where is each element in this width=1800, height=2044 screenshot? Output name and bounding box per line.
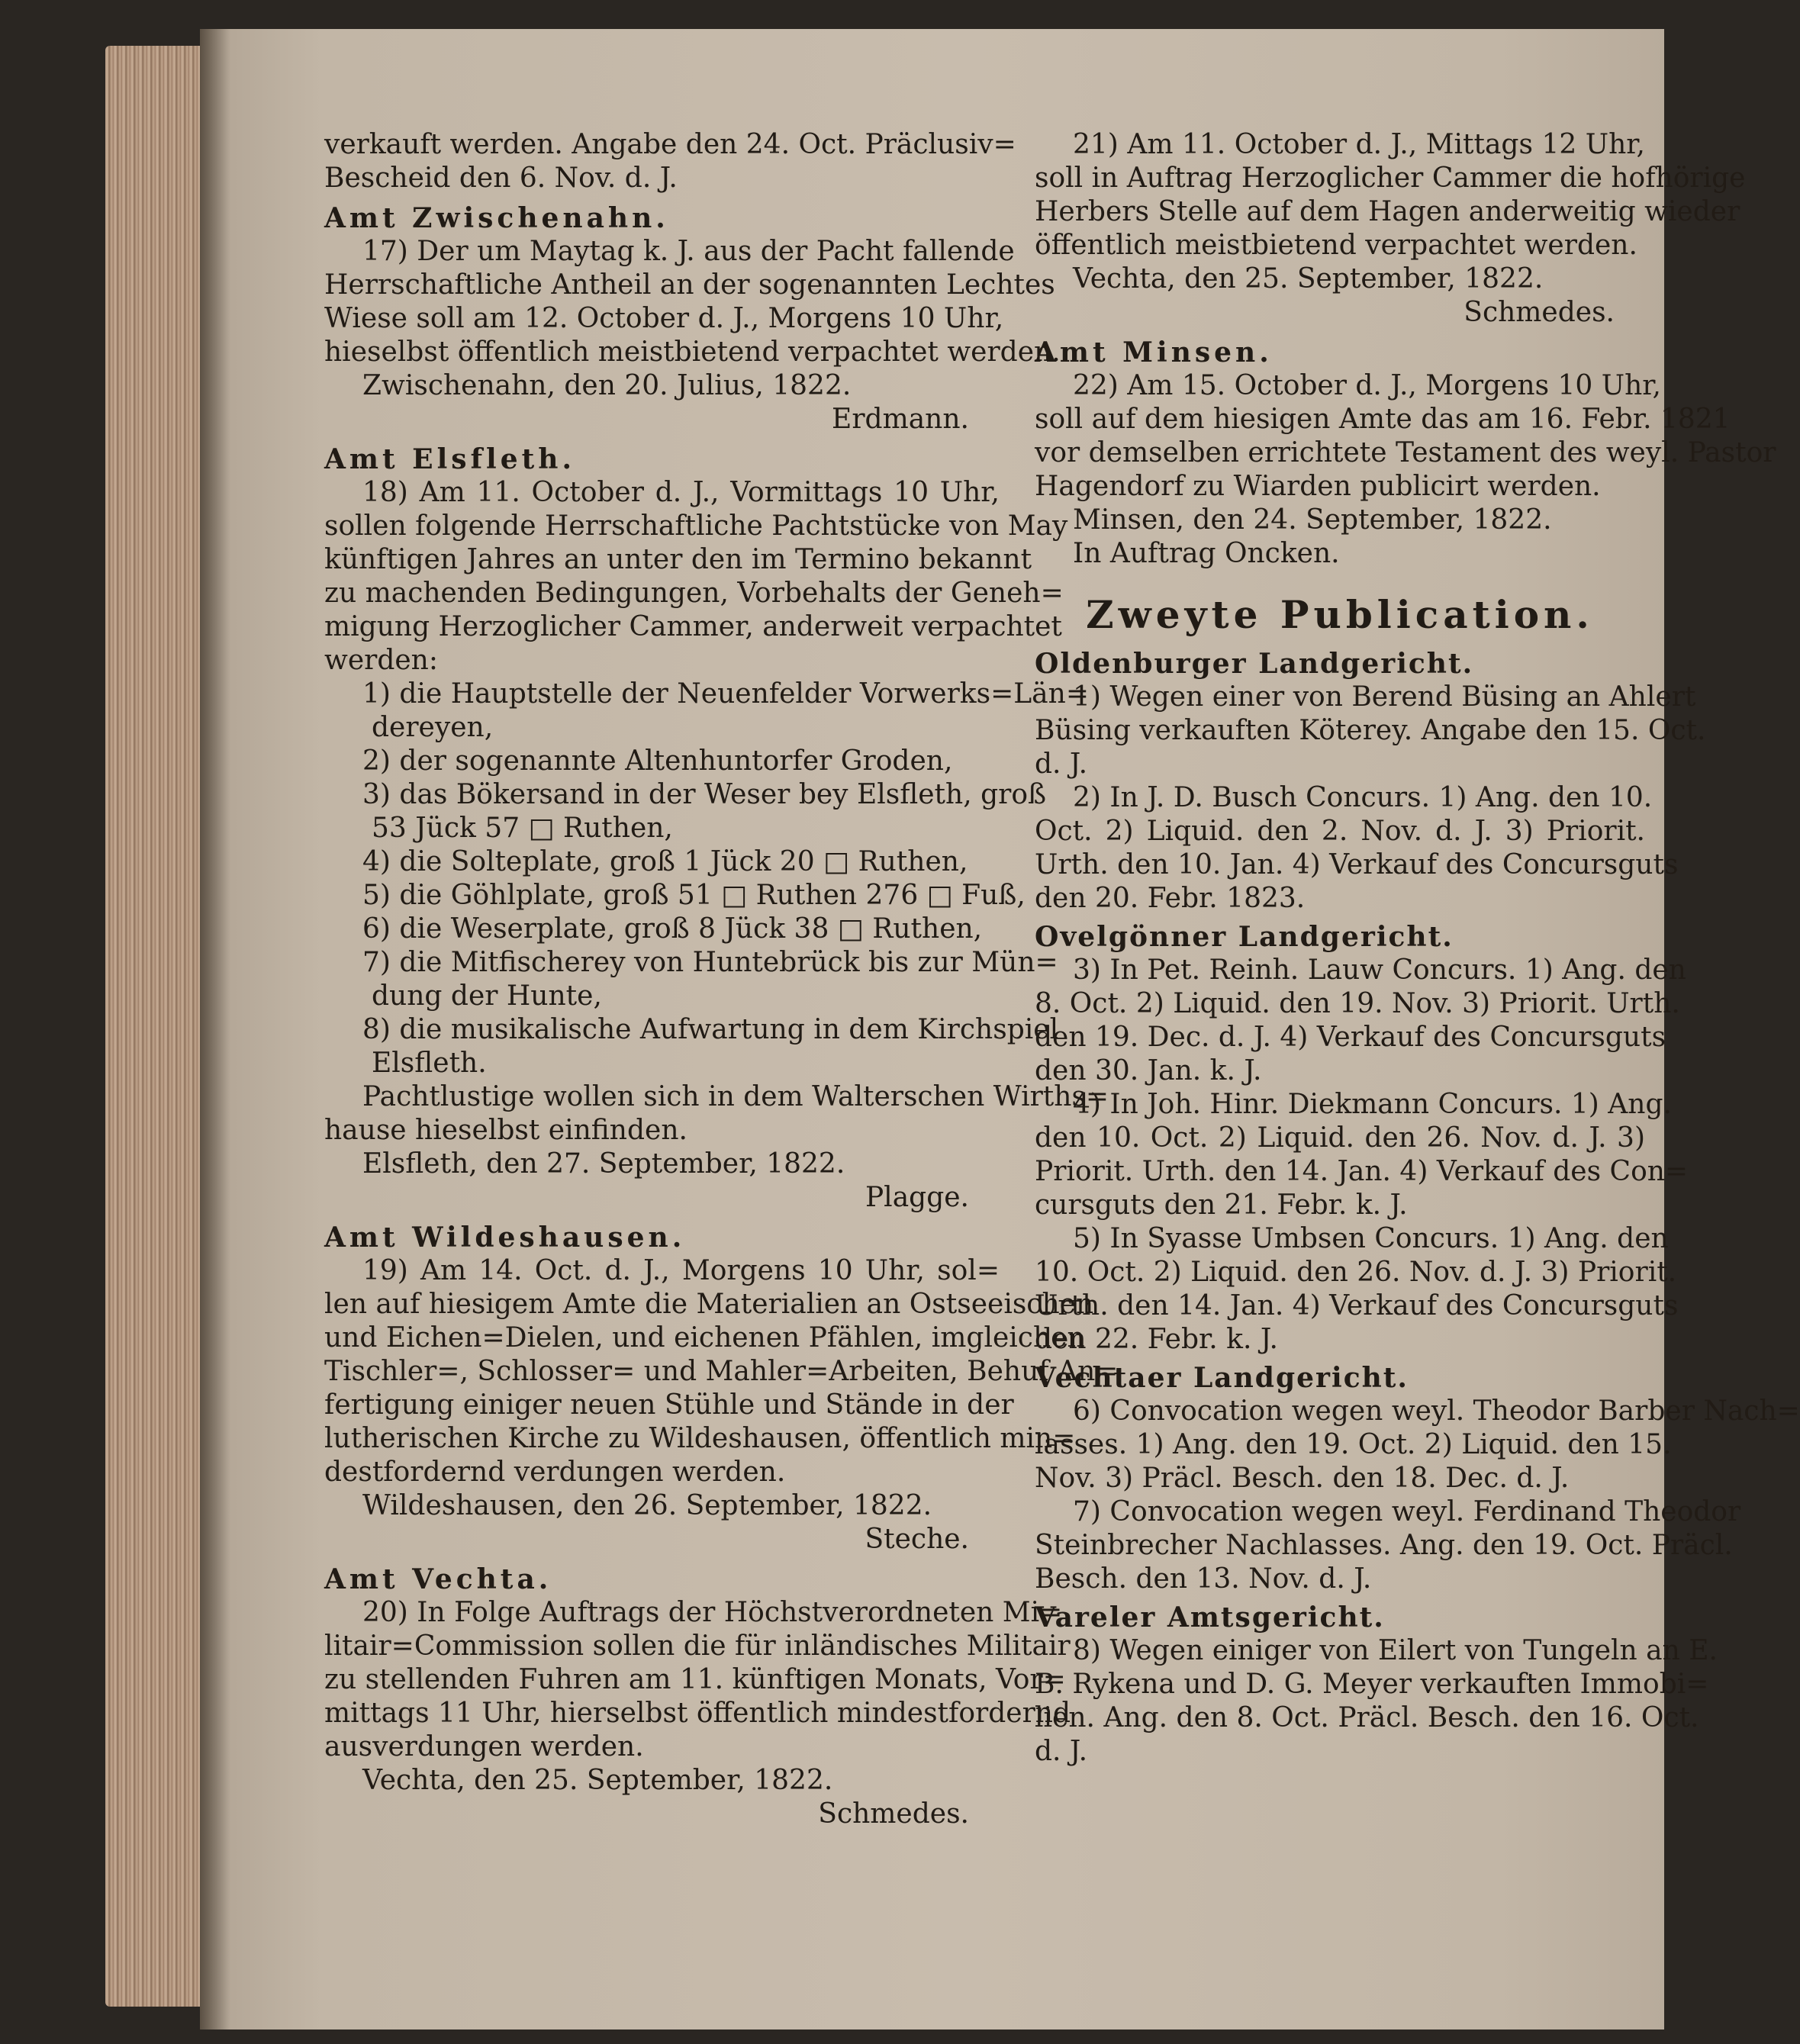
text-line: mittags 11 Uhr, hierselbst öffentlich mindestfordernd [324, 1698, 1071, 1729]
text-line: 3) das Bökersand in der Weser bey Elsfleth, groß [362, 779, 1047, 810]
text-line: ausverdungen werden. [324, 1731, 644, 1762]
text-line: Tischler=, Schlosser= und Mahler=Arbeiten, Behuf An= [324, 1356, 1119, 1387]
text-line: Hagendorf zu Wiarden publicirt werden. [1035, 471, 1601, 502]
text-line: Wildeshausen, den 26. September, 1822. [362, 1490, 932, 1521]
text-line: 19) Am 14. Oct. d. J., Morgens 10 Uhr, sol= [362, 1255, 1000, 1286]
text-line: Elsfleth. [372, 1048, 487, 1079]
text-line: 5) die Göhlplate, groß 51 □ Ruthen 276 □ Fuß, [362, 880, 1026, 911]
text-line: 21) Am 11. October d. J., Mittags 12 Uhr, [1073, 129, 1645, 160]
text-line: 10. Oct. 2) Liquid. den 26. Nov. d. J. 3) Priorit. [1035, 1257, 1677, 1288]
signature: Plagge. [865, 1182, 969, 1213]
text-line: In Auftrag Oncken. [1073, 538, 1340, 569]
text-line: destfordernd verdungen werden. [324, 1457, 786, 1488]
signature: Schmedes. [818, 1798, 969, 1830]
text-line: verkauft werden. Angabe den 24. Oct. Präclusiv= [324, 129, 1016, 160]
text-line: Wiese soll am 12. October d. J., Morgens 10 Uhr, [324, 303, 1004, 334]
text-line: 7) Convocation wegen weyl. Ferdinand Theodor [1073, 1496, 1741, 1527]
text-line: Zwischenahn, den 20. Julius, 1822. [362, 370, 852, 401]
section-heading: Ovelgönner Landgericht. [1035, 921, 1454, 953]
text-line: den 19. Dec. d. J. 4) Verkauf des Concursguts [1035, 1022, 1666, 1053]
text-line: 22) Am 15. October d. J., Morgens 10 Uhr, [1073, 370, 1661, 401]
text-line: Pachtlustige wollen sich in dem Walterschen Wirths= [362, 1081, 1109, 1112]
text-line: 2) der sogenannte Altenhuntorfer Groden, [362, 745, 953, 777]
text-line: öffentlich meistbietend verpachtet werden. [1035, 230, 1637, 261]
text-line: 20) In Folge Auftrags der Höchstverordneten Mi= [362, 1597, 1063, 1628]
text-line: migung Herzoglicher Cammer, anderweit verpachtet [324, 611, 1062, 642]
section-heading: Vechtaer Landgericht. [1035, 1362, 1409, 1394]
text-line: 18) Am 11. October d. J., Vormittags 10 Uhr, [362, 477, 1000, 508]
text-line: d. J. [1035, 1736, 1088, 1767]
text-line: Elsfleth, den 27. September, 1822. [362, 1148, 845, 1180]
text-line: Bescheid den 6. Nov. d. J. [324, 163, 678, 194]
text-line: 8) Wegen einiger von Eilert von Tungeln an E. [1073, 1635, 1718, 1666]
text-line: litair=Commission sollen die für inländisches Militair [324, 1630, 1071, 1662]
text-line: 6) die Weserplate, groß 8 Jück 38 □ Ruthen, [362, 913, 983, 945]
text-line: d. J. [1035, 748, 1088, 780]
text-line: den 30. Jan. k. J. [1035, 1055, 1262, 1086]
text-line: den 20. Febr. 1823. [1035, 883, 1306, 914]
text-line: 4) die Solteplate, groß 1 Jück 20 □ Ruthen, [362, 846, 968, 877]
text-line: Steinbrecher Nachlasses. Ang. den 19. Oct. Präcl. [1035, 1530, 1733, 1561]
text-line: 17) Der um Maytag k. J. aus der Pacht fallende [362, 236, 1015, 267]
text-line: 8) die musikalische Aufwartung in dem Kirchspiel [362, 1014, 1059, 1045]
text-line: len auf hiesigem Amte die Materialien an Ostseeischen [324, 1289, 1094, 1320]
signature: Schmedes. [1464, 297, 1615, 328]
left-column [324, 128, 1119, 1831]
text-line: 1) die Hauptstelle der Neuenfelder Vorwerks=Län= [362, 678, 1089, 710]
text-line: den 10. Oct. 2) Liquid. den 26. Nov. d. J. 3) [1035, 1122, 1645, 1154]
text-line: Herbers Stelle auf dem Hagen anderweitig wieder [1035, 196, 1740, 227]
text-line: 6) Convocation wegen weyl. Theodor Barber Nach= [1073, 1395, 1800, 1427]
text-line: Urth. den 14. Jan. 4) Verkauf des Concursguts [1035, 1290, 1679, 1321]
text-line: 5) In Syasse Umbsen Concurs. 1) Ang. den [1073, 1223, 1669, 1254]
text-line: Vechta, den 25. September, 1822. [362, 1765, 833, 1796]
section-heading: Oldenburger Landgericht. [1035, 648, 1474, 680]
text-line: hause hieselbst einfinden. [324, 1115, 687, 1146]
section-heading: Amt Minsen. [1035, 336, 1273, 369]
text-line: den 22. Febr. k. J. [1035, 1324, 1278, 1355]
text-line: soll in Auftrag Herzoglicher Cammer die hofhörige [1035, 163, 1746, 194]
text-line: 2) In J. D. Busch Concurs. 1) Ang. den 10. [1073, 782, 1653, 813]
text-line: 3) In Pet. Reinh. Lauw Concurs. 1) Ang. den [1073, 954, 1686, 986]
text-line: dereyen, [372, 712, 494, 743]
text-line: cursguts den 21. Febr. k. J. [1035, 1189, 1408, 1221]
text-line: Oct. 2) Liquid. den 2. Nov. d. J. 3) Priorit. [1035, 816, 1645, 847]
section-heading: Amt Zwischenahn. [324, 202, 669, 234]
text-line: soll auf dem hiesigen Amte das am 16. Febr. 1821 [1035, 404, 1731, 435]
section-heading: Amt Elsfleth. [324, 443, 575, 475]
text-line: 4) In Joh. Hinr. Diekmann Concurs. 1) Ang. [1073, 1089, 1672, 1120]
text-line: 7) die Mitfischerey von Huntebrück bis zur Mün= [362, 947, 1058, 978]
text-line: vor demselben errichtete Testament des weyl. Pastor [1035, 437, 1776, 468]
text-line: zu stellenden Fuhren am 11. künftigen Monats, Vor= [324, 1664, 1066, 1695]
text-line: lien. Ang. den 8. Oct. Präcl. Besch. den 16. Oct. [1035, 1702, 1699, 1733]
text-line: Büsing verkauften Köterey. Angabe den 15. Oct. [1035, 715, 1706, 746]
text-line: 53 Jück 57 □ Ruthen, [372, 813, 673, 844]
spine-shadow [200, 29, 230, 2030]
text-line: Priorit. Urth. den 14. Jan. 4) Verkauf des Con= [1035, 1156, 1689, 1187]
text-line: Herrschaftliche Antheil an der sogenannten Lechtes [324, 269, 1055, 301]
text-line: künftigen Jahres an unter den im Termino bekannt [324, 544, 1032, 575]
text-line: und Eichen=Dielen, und eichenen Pfählen, imgleichen [324, 1322, 1085, 1354]
text-line: Besch. den 13. Nov. d. J. [1035, 1563, 1372, 1595]
right-column [1035, 128, 1800, 1769]
section-heading: Amt Wildeshausen. [324, 1222, 686, 1254]
section-heading: Vareler Amtsgericht. [1035, 1601, 1385, 1634]
text-line: hieselbst öffentlich meistbietend verpachtet werden. [324, 336, 1061, 368]
text-line: werden: [324, 645, 438, 676]
text-line: zu machenden Bedingungen, Vorbehalts der Geneh= [324, 578, 1064, 609]
text-line: fertigung einiger neuen Stühle und Stände in der [324, 1389, 1014, 1421]
text-line: 8. Oct. 2) Liquid. den 19. Nov. 3) Priorit. Urth. [1035, 988, 1680, 1019]
text-line: 1) Wegen einer von Berend Büsing an Ahlert [1073, 681, 1696, 713]
text-line: lutherischen Kirche zu Wildeshausen, öffentlich min= [324, 1423, 1076, 1454]
text-line: dung der Hunte, [372, 980, 602, 1012]
text-line: lasses. 1) Ang. den 19. Oct. 2) Liquid. den 15. [1035, 1429, 1672, 1460]
section-heading: Amt Vechta. [324, 1563, 552, 1595]
text-line: sollen folgende Herrschaftliche Pachtstücke von May [324, 510, 1068, 542]
text-line: Nov. 3) Präcl. Besch. den 18. Dec. d. J. [1035, 1463, 1570, 1494]
text-line: Urth. den 10. Jan. 4) Verkauf des Concursguts [1035, 849, 1679, 880]
text-line: Minsen, den 24. September, 1822. [1073, 504, 1552, 536]
signature: Erdmann. [832, 404, 969, 435]
section-heading: Zweyte Publication. [1086, 592, 1594, 637]
text-line: B. Rykena und D. G. Meyer verkauften Immobi= [1035, 1669, 1709, 1700]
signature: Steche. [865, 1524, 969, 1555]
text-line: Vechta, den 25. September, 1822. [1073, 263, 1544, 295]
